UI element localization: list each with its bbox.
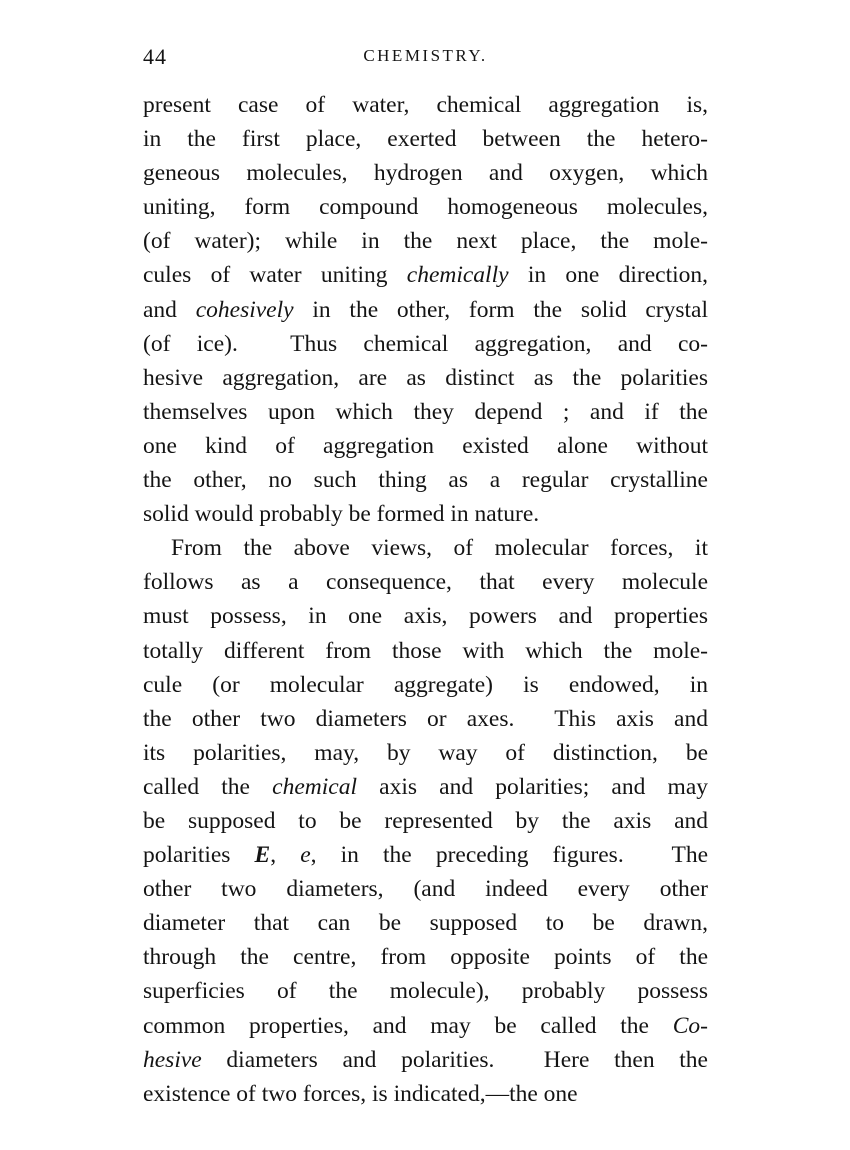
line-text: other two diameters, (and indeed every other [143, 876, 708, 903]
line-text: present case of water, chemical aggregation is, [143, 92, 708, 118]
text-line [143, 1043, 708, 1077]
text-line [143, 258, 708, 292]
line-text: hesive aggregation, are as distinct as the polarities [143, 364, 708, 391]
line-text: From the above views, of molecular forces, it [171, 535, 708, 562]
text-line [143, 88, 708, 122]
line-text: solid would probably be formed in nature. [143, 501, 540, 528]
text-line [143, 736, 708, 770]
text-line [143, 872, 708, 906]
line-text: its polarities, may, by way of distinction, be [143, 739, 708, 766]
text-line [143, 565, 708, 599]
italic-text: e [300, 842, 311, 869]
line-text: called the [143, 773, 273, 800]
line-text: (of water); while in the next place, the mole- [143, 228, 708, 255]
text-line [143, 940, 708, 974]
italic-text: cohesively [195, 296, 294, 323]
line-text: geneous molecules, hydrogen and oxygen, which [143, 160, 708, 187]
line-text: axis and polarities; and may [356, 773, 708, 800]
text-line [143, 156, 708, 190]
line-text: through the centre, from opposite points of the [143, 944, 708, 971]
text-line [143, 361, 708, 395]
text-line [143, 838, 708, 872]
line-text: cules of water uniting [143, 262, 407, 289]
line-text: the other two diameters or axes. This axis and [143, 705, 708, 732]
italic-text: chemically [406, 262, 509, 289]
text-line [143, 906, 708, 940]
line-text: , [270, 842, 301, 869]
text-line [143, 702, 708, 736]
running-title: CHEMISTRY. [363, 46, 488, 65]
text-line [143, 770, 708, 804]
line-text: polarities [143, 842, 255, 869]
page-number: 44 [143, 44, 167, 69]
line-text: common properties, and may be called the [143, 1012, 673, 1039]
italic-text: E [254, 842, 271, 869]
paragraph-1 [143, 88, 708, 531]
italic-text: hesive [143, 1046, 202, 1073]
text-line [143, 1009, 708, 1043]
line-text: one kind of aggregation existed alone without [143, 432, 708, 459]
text-line [143, 599, 708, 633]
text-line [143, 122, 708, 156]
line-text: cule (or molecular aggregate) is endowed, in [143, 671, 708, 698]
line-text: (of ice). Thus chemical aggregation, and co- [143, 330, 708, 357]
line-text: be supposed to be represented by the axis and [143, 807, 708, 834]
line-text: in the first place, exerted between the hetero- [143, 126, 708, 153]
text-line [143, 531, 708, 565]
line-text: the other, no such thing as a regular crystalline [143, 467, 708, 494]
text-line [143, 429, 708, 463]
page-header [143, 44, 708, 74]
text-line [143, 293, 708, 327]
line-text: follows as a consequence, that every molecule [143, 569, 708, 596]
text-line [143, 974, 708, 1008]
text-line [143, 190, 708, 224]
line-text: and [143, 296, 196, 323]
paragraph-2 [143, 531, 708, 1111]
text-line [143, 327, 708, 361]
line-text: , in the preceding figures. The [310, 842, 708, 869]
line-text: existence of two forces, is indicated,—the one [143, 1080, 578, 1107]
text-line [143, 395, 708, 429]
text-line [143, 804, 708, 838]
line-text: diameters and polarities. Here then the [201, 1046, 708, 1073]
line-text: must possess, in one axis, powers and properties [143, 603, 708, 630]
line-text: totally different from those with which the mole- [143, 637, 708, 664]
text-line [143, 463, 708, 497]
line-text: superficies of the molecule), probably possess [143, 978, 708, 1005]
text-line [143, 668, 708, 702]
line-text: uniting, form compound homogeneous molecules, [143, 194, 708, 221]
line-text: in one direction, [508, 262, 708, 289]
line-text: diameter that can be supposed to be drawn, [143, 910, 708, 937]
text-line [143, 634, 708, 668]
line-text: themselves upon which they depend ; and if the [143, 398, 708, 425]
italic-text: chemical [272, 773, 357, 800]
body-text [143, 88, 708, 1111]
text-line [143, 224, 708, 258]
text-line [143, 497, 708, 531]
text-line [143, 1077, 708, 1111]
italic-text: Co- [672, 1012, 708, 1039]
line-text: in the other, form the solid crystal [293, 296, 708, 323]
